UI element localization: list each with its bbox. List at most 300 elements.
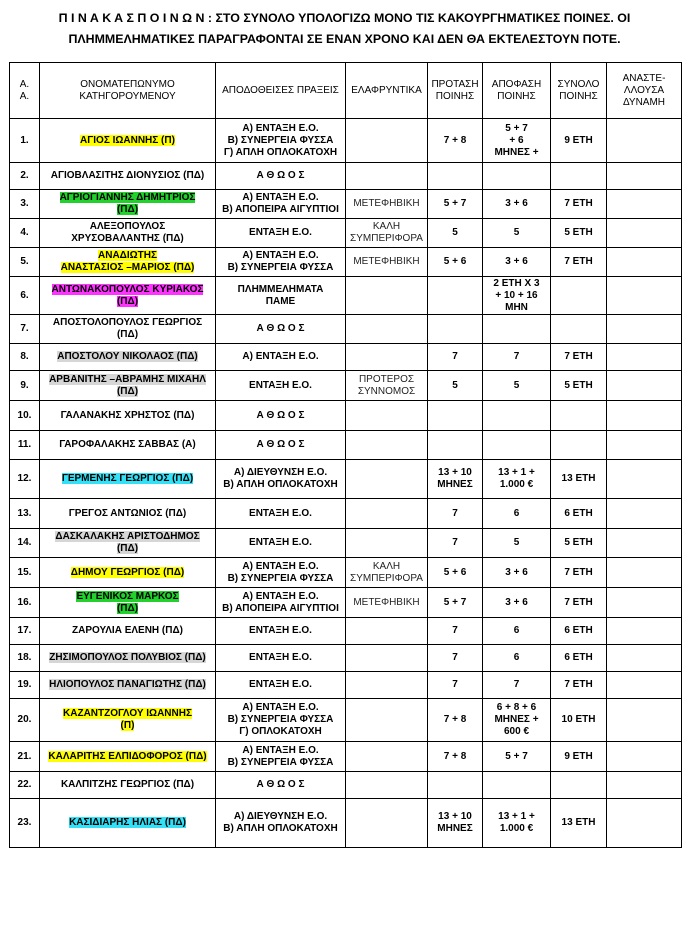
act-line: Β) ΣΥΝΕΡΓΕΙΑ ΦΥΣΣΑ	[227, 134, 334, 146]
decision-line: 5 + 7	[505, 122, 528, 134]
defendant-name-cell	[40, 371, 216, 401]
act-line: Α) ΕΝΤΑΞΗ Ε.Ο.	[242, 351, 319, 362]
proposal-cell	[428, 344, 483, 371]
header-text-line: Α.	[19, 78, 30, 90]
defendant-name-cell	[40, 248, 216, 277]
acts-cell	[216, 672, 346, 699]
suspensive-cell	[607, 588, 682, 618]
total-line: 9 ΕΤΗ	[564, 750, 593, 762]
defendant-name-line: (Π)	[120, 720, 135, 731]
row-number: 1.	[10, 119, 40, 163]
row-number: 22.	[10, 772, 40, 799]
acts-cell	[216, 618, 346, 645]
mitigating-cell	[346, 529, 428, 558]
defendant-name-cell	[40, 772, 216, 799]
table-row	[10, 499, 682, 529]
act-line: ΕΝΤΑΞΗ Ε.Ο.	[249, 507, 312, 519]
table-row	[10, 742, 682, 772]
mitigating-cell	[346, 119, 428, 163]
proposal-cell	[428, 672, 483, 699]
defendant-name	[53, 317, 202, 340]
total-cell	[551, 742, 607, 772]
decision-cell	[483, 645, 551, 672]
defendant-name-cell	[40, 529, 216, 558]
row-number: 18.	[10, 645, 40, 672]
defendant-name	[72, 625, 183, 636]
header-aa	[10, 63, 40, 119]
decision-line: 5	[513, 537, 520, 548]
acts-cell	[216, 799, 346, 848]
defendant-name-cell	[40, 618, 216, 645]
total-cell	[551, 401, 607, 431]
suspensive-cell	[607, 529, 682, 558]
proposal-cell	[428, 529, 483, 558]
defendant-name	[51, 170, 204, 181]
defendant-name-line: (ΠΔ)	[116, 329, 139, 340]
suspensive-cell	[607, 558, 682, 588]
act-line: Β) ΑΠΛΗ ΟΠΛΟΚΑΤΟΧΗ	[223, 823, 338, 834]
acts-cell	[216, 344, 346, 371]
row-number: 2.	[10, 163, 40, 190]
defendant-name-line: ΧΡΥΣΟΒΑΛΑΝΤΗΣ (ΠΔ)	[71, 233, 184, 244]
header-text-line: ΕΛΑΦΡΥΝΤΙΚΑ	[351, 84, 422, 96]
header-text-line: ΠΡΟΤΑΣΗ	[431, 78, 479, 90]
acts-cell	[216, 219, 346, 248]
decision-cell	[483, 190, 551, 219]
act-line: Α) ΔΙΕΥΘΥΝΣΗ Ε.Ο.	[233, 467, 328, 478]
suspensive-cell	[607, 742, 682, 772]
decision-cell	[483, 799, 551, 848]
act-line: ΕΝΤΑΞΗ Ε.Ο.	[249, 227, 312, 238]
defendant-name-cell	[40, 401, 216, 431]
row-number: 19.	[10, 672, 40, 699]
defendant-name-line: ΚΑΛΠΙΤΖΗΣ ΓΕΩΡΓΙΟΣ (ΠΔ)	[60, 779, 195, 790]
mitigating-cell	[346, 460, 428, 499]
decision-line: 7	[513, 351, 520, 362]
total-cell	[551, 799, 607, 848]
table-row	[10, 248, 682, 277]
total-cell	[551, 163, 607, 190]
header-text-line: ΠΟΙΝΗΣ	[559, 90, 598, 102]
total-line: 5 ΕΤΗ	[564, 379, 593, 391]
act-line: Α Θ Ω Ο Σ	[256, 779, 305, 790]
table-row	[10, 672, 682, 699]
table-row	[10, 119, 682, 163]
proposal-line: 7	[452, 652, 458, 663]
suspensive-cell	[607, 460, 682, 499]
defendant-name-line: ΓΑΛΑΝΑΚΗΣ ΧΡΗΣΤΟΣ (ΠΔ)	[60, 409, 195, 421]
mitigating-line: ΣΥΝΝΟΜΟΣ	[357, 385, 416, 397]
act-line: Γ) ΟΠΛΟΚΑΤΟΧΗ	[239, 726, 322, 737]
defendant-name-line: ΑΓΙΟΣ ΙΩΑΝΝΗΣ (Π)	[80, 134, 175, 146]
table-row	[10, 401, 682, 431]
decision-cell	[483, 371, 551, 401]
acts-cell	[216, 588, 346, 618]
suspensive-cell	[607, 672, 682, 699]
defendant-name-line: ΑΝΤΩΝΑΚΟΠΟΥΛΟΣ ΚΥΡΙΑΚΟΣ	[51, 283, 204, 295]
proposal-cell	[428, 190, 483, 219]
row-number: 17.	[10, 618, 40, 645]
proposal-cell	[428, 248, 483, 277]
row-number: 7.	[10, 315, 40, 344]
total-cell	[551, 558, 607, 588]
act-line: Α) ΕΝΤΑΞΗ Ε.Ο.	[242, 122, 319, 134]
total-cell	[551, 672, 607, 699]
suspensive-cell	[607, 190, 682, 219]
mitigating-cell	[346, 645, 428, 672]
suspensive-cell	[607, 618, 682, 645]
table-row	[10, 645, 682, 672]
proposal-cell	[428, 618, 483, 645]
mitigating-cell	[346, 672, 428, 699]
proposal-line: 5	[452, 379, 458, 391]
act-line: ΠΛΗΜΜΕΛΗΜΑΤΑ	[237, 283, 324, 295]
header-decision	[483, 63, 551, 119]
mitigating-cell	[346, 799, 428, 848]
defendant-name-cell	[40, 742, 216, 772]
total-cell	[551, 618, 607, 645]
mitigating-cell	[346, 699, 428, 742]
defendant-name-line: ΕΥΓΕΝΙΚΟΣ ΜΑΡΚΟΣ	[76, 590, 179, 602]
table-row	[10, 163, 682, 190]
act-line: Α Θ Ω Ο Σ	[256, 170, 305, 181]
proposal-cell	[428, 119, 483, 163]
decision-cell	[483, 672, 551, 699]
proposal-cell	[428, 163, 483, 190]
defendant-name-line: ΚΑΣΙΔΙΑΡΗΣ ΗΛΙΑΣ (ΠΔ)	[69, 817, 186, 828]
proposal-cell	[428, 645, 483, 672]
suspensive-cell	[607, 499, 682, 529]
defendant-name-cell	[40, 588, 216, 618]
header-text-line: ΠΟΙΝΗΣ	[497, 90, 536, 102]
penalties-table	[9, 62, 682, 848]
acts-cell	[216, 499, 346, 529]
table-row	[10, 618, 682, 645]
total-line: 7 ΕΤΗ	[564, 256, 593, 267]
defendant-name-cell	[40, 315, 216, 344]
acts-cell	[216, 772, 346, 799]
suspensive-cell	[607, 799, 682, 848]
defendant-name-line: ΔΗΜΟΥ ΓΕΩΡΓΙΟΣ (ΠΔ)	[70, 566, 185, 578]
suspensive-cell	[607, 772, 682, 799]
defendant-name-line: ΚΑΖΑΝΤΖΟΓΛΟΥ ΙΩΑΝΝΗΣ	[63, 708, 192, 719]
table-row	[10, 277, 682, 315]
proposal-line: 7 + 8	[443, 750, 467, 762]
decision-cell	[483, 558, 551, 588]
table-row	[10, 588, 682, 618]
defendant-name-cell	[40, 699, 216, 742]
defendant-name	[76, 591, 178, 614]
proposal-cell	[428, 558, 483, 588]
decision-cell	[483, 119, 551, 163]
total-cell	[551, 315, 607, 344]
act-line: ΕΝΤΑΞΗ Ε.Ο.	[249, 652, 312, 663]
defendant-name	[61, 410, 195, 421]
suspensive-cell	[607, 119, 682, 163]
defendant-name-line: ΓΡΕΓΟΣ ΑΝΤΩΝΙΟΣ (ΠΔ)	[68, 507, 187, 519]
act-line: ΕΝΤΑΞΗ Ε.Ο.	[249, 679, 312, 690]
decision-cell	[483, 499, 551, 529]
decision-line: + 10 + 16	[495, 289, 538, 301]
mitigating-cell	[346, 219, 428, 248]
defendant-name-cell	[40, 431, 216, 460]
proposal-cell	[428, 799, 483, 848]
defendant-name-line: ΑΓΙΟΒΛΑΣΙΤΗΣ ΔΙΟΝΥΣΙΟΣ (ΠΔ)	[50, 170, 205, 181]
mitigating-cell	[346, 588, 428, 618]
decision-line: 6	[513, 507, 520, 519]
total-cell	[551, 588, 607, 618]
mitigating-cell	[346, 401, 428, 431]
row-number: 3.	[10, 190, 40, 219]
decision-line: 5 + 7	[505, 750, 528, 762]
decision-line: ΜΗΝΕΣ +	[494, 146, 539, 158]
defendant-name-cell	[40, 499, 216, 529]
row-number: 5.	[10, 248, 40, 277]
suspensive-cell	[607, 645, 682, 672]
mitigating-cell	[346, 618, 428, 645]
table-row	[10, 219, 682, 248]
act-line: Α) ΕΝΤΑΞΗ Ε.Ο.	[242, 702, 319, 713]
defendant-name-line: ΚΑΛΑΡΙΤΗΣ ΕΛΠΙΔΟΦΟΡΟΣ (ΠΔ)	[48, 750, 207, 762]
suspensive-cell	[607, 248, 682, 277]
table-row	[10, 460, 682, 499]
decision-line: 13 + 1 +	[498, 467, 535, 478]
total-line: 7 ΕΤΗ	[564, 596, 593, 608]
defendant-name	[48, 751, 206, 762]
defendant-name	[69, 817, 186, 828]
total-line: 6 ΕΤΗ	[564, 625, 593, 636]
decision-cell	[483, 618, 551, 645]
acts-cell	[216, 401, 346, 431]
acts-cell	[216, 460, 346, 499]
defendant-name-cell	[40, 799, 216, 848]
mitigating-cell	[346, 772, 428, 799]
act-line: Β) ΣΥΝΕΡΓΕΙΑ ΦΥΣΣΑ	[227, 572, 334, 584]
decision-line: 6	[513, 652, 520, 663]
mitigating-cell	[346, 277, 428, 315]
acts-cell	[216, 315, 346, 344]
table-row	[10, 772, 682, 799]
act-line: Α) ΕΝΤΑΞΗ Ε.Ο.	[242, 744, 319, 756]
decision-line: + 6	[509, 134, 524, 146]
defendant-name-cell	[40, 672, 216, 699]
proposal-cell	[428, 277, 483, 315]
decision-line: 13 + 1 +	[498, 811, 535, 822]
table-body	[10, 119, 682, 848]
row-number: 23.	[10, 799, 40, 848]
suspensive-cell	[607, 371, 682, 401]
proposal-cell	[428, 401, 483, 431]
proposal-cell	[428, 219, 483, 248]
decision-cell	[483, 163, 551, 190]
mitigating-cell	[346, 315, 428, 344]
act-line: Α) ΕΝΤΑΞΗ Ε.Ο.	[242, 560, 319, 572]
header-mitigating	[346, 63, 428, 119]
header-acts	[216, 63, 346, 119]
title-line-2: ΠΛΗΜΜΕΛΗΜΑΤΙΚΕΣ ΠΑΡΑΓΡΑΦΟΝΤΑΙ ΣΕ ΕΝΑΝ ΧΡΟΝΟ ΚΑΙ ΔΕΝ ΘΑ ΕΚΤΕΛΕΣΤΟΥΝ ΠΟΤΕ.	[68, 32, 621, 46]
total-cell	[551, 371, 607, 401]
proposal-cell	[428, 460, 483, 499]
header-suspensive	[607, 63, 682, 119]
decision-line: 1.000 €	[499, 823, 534, 834]
total-line: 5 ΕΤΗ	[564, 227, 593, 238]
total-line: 7 ΕΤΗ	[564, 679, 593, 690]
mitigating-line: ΣΥΜΠΕΡΙΦΟΡΑ	[350, 233, 423, 244]
row-number: 10.	[10, 401, 40, 431]
defendant-name-line: ΗΛΙΟΠΟΥΛΟΣ ΠΑΝΑΓΙΩΤΗΣ (ΠΔ)	[49, 679, 206, 690]
suspensive-cell	[607, 219, 682, 248]
total-cell	[551, 460, 607, 499]
proposal-cell	[428, 431, 483, 460]
mitigating-cell	[346, 371, 428, 401]
act-line: Α) ΕΝΤΑΞΗ Ε.Ο.	[242, 192, 319, 203]
defendant-name	[57, 351, 198, 362]
total-line: 13 ΕΤΗ	[561, 817, 596, 828]
mitigating-line: ΜΕΤΕΦΗΒΙΚΗ	[353, 256, 420, 267]
header-text-line: ΠΟΙΝΗΣ	[435, 90, 475, 102]
defendant-name-cell	[40, 558, 216, 588]
proposal-line: 7	[452, 679, 458, 690]
table-row	[10, 529, 682, 558]
header-text-line: Α.	[19, 90, 30, 102]
decision-cell	[483, 431, 551, 460]
table-row	[10, 315, 682, 344]
decision-cell	[483, 315, 551, 344]
table-row	[10, 344, 682, 371]
total-line: 7 ΕΤΗ	[564, 198, 593, 209]
proposal-line: 7 + 8	[443, 714, 467, 725]
proposal-line: ΜΗΝΕΣ	[437, 479, 473, 490]
defendant-name-cell	[40, 460, 216, 499]
total-line: 7 ΕΤΗ	[564, 351, 593, 362]
mitigating-line: ΣΥΜΠΕΡΙΦΟΡΑ	[350, 572, 423, 584]
total-line: 7 ΕΤΗ	[564, 566, 593, 578]
header-text-line: ΑΠΟΦΑΣΗ	[491, 78, 542, 90]
decision-line: 6	[513, 625, 520, 636]
acts-cell	[216, 558, 346, 588]
proposal-line: 7	[452, 507, 458, 519]
act-line: Γ) ΑΠΛΗ ΟΠΛΟΚΑΤΟΧΗ	[223, 146, 338, 158]
acts-cell	[216, 190, 346, 219]
defendant-name-line: ΔΑΣΚΑΛΑΚΗΣ ΑΡΙΣΤΟΔΗΜΟΣ	[55, 531, 200, 542]
defendant-name	[61, 250, 195, 273]
decision-line: 6 + 8 + 6	[496, 702, 537, 713]
title-line-1: Π Ι Ν Α Κ Α Σ Π Ο Ι Ν Ω Ν : ΣΤΟ ΣΥΝΟΛΟ ΥΠΟΛΟΓΙΖΩ ΜΟΝΟ ΤΙΣ ΚΑΚΟΥΡΓΗΜΑΤΙΚΕΣ ΠΟΙΝΕΣ. ΟΙ	[58, 11, 631, 25]
header-text-line: ΔΥΝΑΜΗ	[622, 96, 666, 108]
acts-cell	[216, 277, 346, 315]
decision-cell	[483, 742, 551, 772]
total-line: 6 ΕΤΗ	[564, 652, 593, 663]
row-number: 20.	[10, 699, 40, 742]
table-row	[10, 799, 682, 848]
proposal-line: 7 + 8	[443, 134, 467, 146]
act-line: Β) ΑΠΟΠΕΙΡΑ ΑΙΓΥΠΤΙΟΙ	[222, 204, 339, 215]
header-text-line: ΚΑΤΗΓΟΡΟΥΜΕΝΟΥ	[79, 90, 176, 102]
decision-line: 3 + 6	[505, 256, 528, 267]
decision-cell	[483, 344, 551, 371]
act-line: Α) ΕΝΤΑΞΗ Ε.Ο.	[242, 590, 319, 602]
decision-line: 600 €	[503, 726, 530, 737]
mitigating-line: ΜΕΤΕΦΗΒΙΚΗ	[353, 198, 420, 209]
proposal-line: ΜΗΝΕΣ	[437, 823, 473, 834]
defendant-name-line: ΑΠΟΣΤΟΛΟΠΟΥΛΟΣ ΓΕΩΡΓΙΟΣ	[52, 317, 203, 328]
act-line: ΕΝΤΑΞΗ Ε.Ο.	[249, 625, 312, 636]
decision-cell	[483, 699, 551, 742]
suspensive-cell	[607, 315, 682, 344]
total-line: 13 ΕΤΗ	[561, 473, 596, 484]
defendant-name-line: ΖΗΣΙΜΟΠΟΥΛΟΣ ΠΟΛΥΒΙΟΣ (ΠΔ)	[49, 652, 206, 663]
acts-cell	[216, 529, 346, 558]
defendant-name-line: ΑΝΑΣΤΑΣΙΟΣ –ΜΑΡΙΟΣ (ΠΔ)	[60, 262, 195, 273]
defendant-name	[49, 374, 206, 397]
act-line: Α Θ Ω Ο Σ	[256, 409, 305, 421]
defendant-name-line: ΓΕΡΜΕΝΗΣ ΓΕΩΡΓΙΟΣ (ΠΔ)	[61, 473, 194, 484]
defendant-name-line: ΓΑΡΟΦΑΛΑΚΗΣ ΣΑΒΒΑΣ (Α)	[59, 439, 196, 450]
defendant-name	[71, 221, 184, 244]
suspensive-cell	[607, 344, 682, 371]
table-row	[10, 431, 682, 460]
total-cell	[551, 248, 607, 277]
row-number: 11.	[10, 431, 40, 460]
mitigating-cell	[346, 248, 428, 277]
proposal-line: 13 + 10	[438, 811, 472, 822]
defendant-name-line: (ΠΔ)	[116, 204, 139, 215]
proposal-cell	[428, 315, 483, 344]
defendant-name-line: ΑΓΡΙΟΓΙΑΝΝΗΣ ΔΗΜΗΤΡΙΟΣ	[59, 192, 196, 203]
defendant-name-line: ΑΛΕΞΟΠΟΥΛΟΣ	[89, 221, 166, 232]
decision-cell	[483, 460, 551, 499]
row-number: 8.	[10, 344, 40, 371]
proposal-cell	[428, 742, 483, 772]
defendant-name-line: ΑΠΟΣΤΟΛΟΥ ΝΙΚΟΛΑΟΣ (ΠΔ)	[57, 351, 198, 362]
decision-cell	[483, 277, 551, 315]
act-line: Α) ΔΙΕΥΘΥΝΣΗ Ε.Ο.	[233, 811, 328, 822]
mitigating-line: ΚΑΛΗ	[372, 221, 401, 232]
mitigating-cell	[346, 344, 428, 371]
mitigating-cell	[346, 431, 428, 460]
row-number: 16.	[10, 588, 40, 618]
total-line: 6 ΕΤΗ	[564, 507, 593, 519]
row-number: 21.	[10, 742, 40, 772]
row-number: 14.	[10, 529, 40, 558]
row-number: 9.	[10, 371, 40, 401]
act-line: Β) ΣΥΝΕΡΓΕΙΑ ΦΥΣΣΑ	[227, 714, 334, 725]
decision-line: ΜΗΝ	[505, 301, 528, 313]
defendant-name	[49, 679, 206, 690]
proposal-line: 5 + 7	[443, 198, 467, 209]
mitigating-cell	[346, 558, 428, 588]
defendant-name-line: (ΠΔ)	[116, 543, 139, 554]
defendant-name	[59, 439, 195, 450]
decision-cell	[483, 772, 551, 799]
defendant-name	[69, 508, 187, 519]
defendant-name-cell	[40, 277, 216, 315]
decision-line: 3 + 6	[505, 596, 528, 608]
defendant-name-cell	[40, 344, 216, 371]
defendant-name-cell	[40, 119, 216, 163]
total-cell	[551, 277, 607, 315]
acts-cell	[216, 248, 346, 277]
total-cell	[551, 119, 607, 163]
defendant-name	[60, 192, 196, 215]
table-row	[10, 190, 682, 219]
proposal-cell	[428, 699, 483, 742]
proposal-line: 5 + 6	[443, 256, 467, 267]
defendant-name-line: (ΠΔ)	[116, 295, 139, 307]
act-line: Β) ΑΠΟΠΕΙΡΑ ΑΙΓΥΠΤΙΟΙ	[222, 602, 339, 614]
defendant-name-cell	[40, 190, 216, 219]
mitigating-line: ΠΡΟΤΕΡΟΣ	[358, 373, 415, 385]
